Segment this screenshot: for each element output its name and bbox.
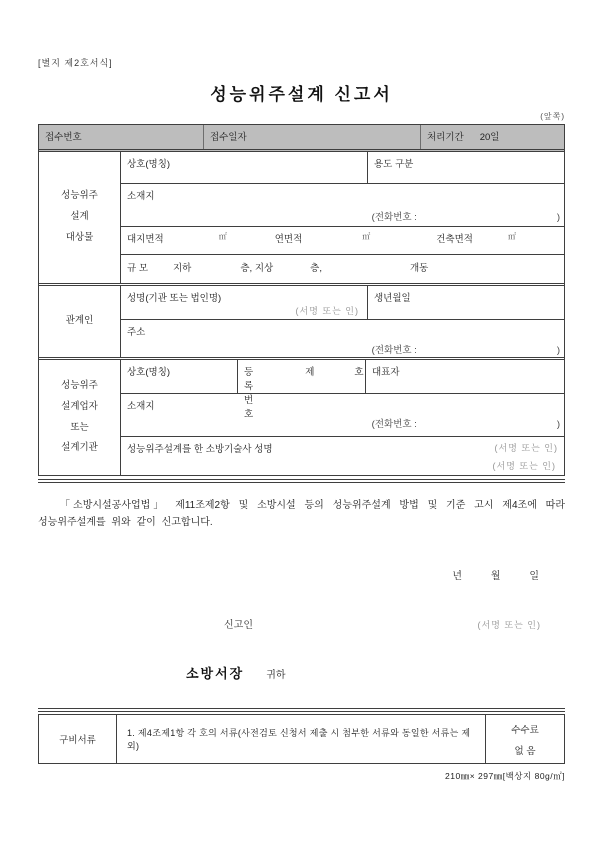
recipient-title: 소방서장 bbox=[186, 666, 245, 681]
sqm-unit: ㎡ bbox=[218, 232, 227, 241]
related-phone-note bbox=[121, 342, 564, 359]
label-line: 설계기관 bbox=[61, 442, 98, 454]
related-address-cell: 주소 bbox=[127, 327, 146, 338]
label-line: 또는 bbox=[70, 421, 89, 433]
recipient-line bbox=[38, 663, 565, 682]
related-birth-cell: 생년월일 bbox=[367, 286, 564, 319]
target-company-cell: 상호(명칭) bbox=[127, 159, 171, 170]
processing-days-value: 20일 bbox=[479, 132, 500, 143]
declaration-text: 「소방시설공사업법」 제11조제2항 및 소방시설 등의 성능위주설계 방법 및 기준 고시 제4조에 따라 성능위주설계를 위와 같이 신고합니다. bbox=[38, 500, 565, 528]
engineer-name-cell: 성능위주설계를 한 소방기술사 성명 bbox=[127, 444, 273, 455]
year-label: 년 bbox=[452, 571, 463, 582]
receipt-date-cell: 접수일자 bbox=[204, 125, 421, 149]
section-related-person-label bbox=[39, 286, 121, 357]
designer-phone-note bbox=[121, 416, 564, 433]
target-address-cell: 소재지 bbox=[127, 191, 155, 202]
label-line: 성능위주 bbox=[61, 379, 98, 391]
related-name-cell: 성명(기관 또는 법인명) bbox=[127, 293, 222, 304]
paper-spec-note: 210㎜× 297㎜[백상지 80g/㎡] bbox=[445, 771, 565, 781]
attachments-table bbox=[38, 714, 565, 764]
phone-prefix: (전화번호 : bbox=[371, 419, 417, 430]
day-label: 일 bbox=[529, 571, 539, 582]
target-phone-note bbox=[121, 209, 564, 226]
sign-or-seal-note: (서명 또는 인) bbox=[295, 306, 359, 316]
designer-regno-cell bbox=[237, 360, 365, 420]
attachments-top-rule bbox=[38, 708, 565, 712]
sign-or-seal-note: (서명 또는 인) bbox=[492, 461, 556, 471]
floor-label: 층, bbox=[310, 263, 322, 274]
section-related-person bbox=[39, 286, 564, 360]
date-line bbox=[38, 567, 565, 582]
building-area-label: 건축면적 bbox=[436, 234, 473, 245]
label-line: 설계 bbox=[70, 211, 89, 223]
form-page bbox=[38, 56, 565, 782]
attachments-label-cell: 구비서류 bbox=[39, 715, 117, 763]
section-design-target bbox=[39, 152, 564, 286]
floor-ground-label: 층, 지상 bbox=[240, 263, 274, 274]
sign-or-seal-note: (서명 또는 인) bbox=[477, 620, 541, 630]
form-code: [별지 제2호서식] bbox=[38, 58, 113, 68]
label-line: 대상물 bbox=[65, 231, 94, 243]
underground-label: 지하 bbox=[173, 263, 192, 274]
recipient-honorific: 귀하 bbox=[266, 670, 286, 681]
processing-period-label: 처리기간 bbox=[427, 132, 464, 143]
applicant-line bbox=[38, 616, 565, 631]
page-title: 성능위주설계 신고서 bbox=[210, 85, 393, 104]
phone-prefix: (전화번호 : bbox=[371, 345, 417, 356]
phone-prefix: (전화번호 : bbox=[371, 212, 417, 223]
fee-label: 수수료 bbox=[511, 724, 539, 736]
regno-je: 제 bbox=[305, 367, 315, 378]
sign-or-seal-note: (서명 또는 인) bbox=[494, 443, 558, 453]
buildings-label: 개동 bbox=[410, 263, 429, 274]
processing-period-cell bbox=[421, 125, 564, 149]
receipt-header-row bbox=[39, 125, 564, 152]
target-scale-row bbox=[121, 255, 564, 283]
label-line: 관계인 bbox=[65, 315, 94, 327]
gross-area-label: 연면적 bbox=[274, 234, 303, 245]
page-side-note: (앞쪽) bbox=[540, 112, 565, 121]
section-designer bbox=[39, 360, 564, 475]
sqm-unit: ㎡ bbox=[362, 232, 371, 241]
phone-close: ) bbox=[556, 212, 560, 223]
label-line: 설계업자 bbox=[61, 400, 98, 412]
attachments-item-cell: 1. 제4조제1항 각 호의 서류(사전검토 신청서 제출 시 첨부한 서류와 동일한 서류는 제외) bbox=[117, 715, 486, 763]
regno-label: 등록번호 bbox=[244, 367, 254, 420]
fee-value: 없 음 bbox=[514, 745, 536, 757]
main-form-table bbox=[38, 124, 565, 476]
target-use-class-cell: 용도 구분 bbox=[367, 152, 564, 183]
fee-cell bbox=[486, 715, 564, 763]
phone-close: ) bbox=[556, 419, 560, 430]
section-design-target-label bbox=[39, 152, 121, 283]
label-line: 성능위주 bbox=[61, 190, 98, 202]
section-designer-label bbox=[39, 360, 121, 475]
sqm-unit: ㎡ bbox=[507, 232, 516, 241]
phone-close: ) bbox=[556, 345, 560, 356]
receipt-no-cell: 접수번호 bbox=[39, 125, 204, 149]
section-end-rule bbox=[38, 479, 565, 483]
month-label: 월 bbox=[490, 571, 501, 582]
site-area-label: 대지면적 bbox=[127, 234, 164, 245]
scale-label: 규 모 bbox=[127, 263, 148, 274]
regno-ho: 호 bbox=[354, 367, 364, 378]
designer-address-cell: 소재지 bbox=[127, 401, 155, 412]
target-area-row bbox=[121, 227, 564, 255]
applicant-label: 신고인 bbox=[224, 620, 253, 631]
designer-company-cell: 상호(명칭) bbox=[127, 367, 171, 378]
designer-ceo-cell: 대표자 bbox=[365, 360, 564, 393]
